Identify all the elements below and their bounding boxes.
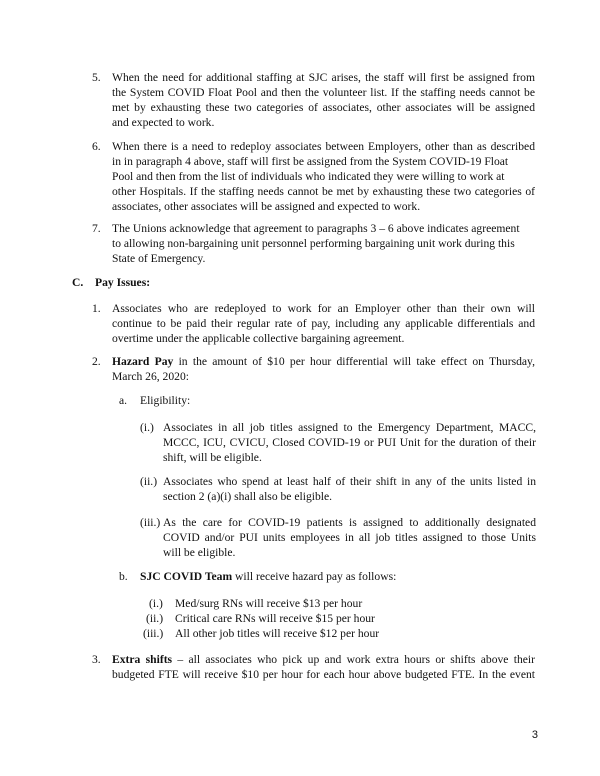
item-number: 1. <box>92 302 101 315</box>
paragraph-7: The Unions acknowledge that agreement to paragraphs 3 – 6 above indicates agreement to allowing non-bargaining unit personnel performing bargaining unit work during this State of Emergency. <box>112 222 520 265</box>
eligibility-heading: Eligibility: <box>140 394 191 407</box>
sub-item-number: (i.) <box>140 421 154 434</box>
page-number: 3 <box>531 729 538 741</box>
eligibility-item-i: Associates in all job titles assigned to the Emergency Department, MACC, MCCC, ICU, CVICU, Closed COVID-19 or PUI Unit for the duration of their shift, will be eligible. <box>163 421 536 464</box>
sub-item-number: (ii.) <box>140 475 158 488</box>
item-number: 2. <box>92 355 101 368</box>
sub-item-number: (iii.) <box>140 516 161 529</box>
sub-item-number: (i.) <box>149 597 163 610</box>
eligibility-item-ii: Associates who spend at least half of their shift in any of the units listed in section 2 (a)(i) shall also be eligible. <box>163 475 536 503</box>
paragraph-c1: Associates who are redeployed to work for an Employer other than their own will continue to be paid their regular rate of pay, including any applicable differentials and overtime under the applicable collective bargaining agreement. <box>112 302 535 345</box>
extra-shifts-term: Extra shifts <box>112 653 173 666</box>
item-letter: b. <box>119 570 128 583</box>
eligibility-item-iii: As the care for COVID-19 patients is assigned to additionally designated COVID and/or PUI units employees in all job titles assigned to those Units will be eligible. <box>163 516 536 559</box>
item-number: 5. <box>92 71 101 84</box>
sub-item-number: (ii.) <box>146 612 164 625</box>
paragraph-5: When the need for additional staffing at SJC arises, the staff will first be assigned from the System COVID Float Pool and then the volunteer list. If the staffing needs cannot be met by exhausting these two categories of associates, other associates will be assigned and expected to work. <box>112 71 535 129</box>
rate-item: All other job titles will receive $12 per hour <box>175 627 380 640</box>
section-title: Pay Issues: <box>95 276 151 289</box>
item-letter: a. <box>119 394 128 407</box>
section-label: C. <box>72 276 84 289</box>
rate-item: Critical care RNs will receive $15 per hour <box>175 612 375 625</box>
item-number: 6. <box>92 140 101 153</box>
hazard-pay-term: Hazard Pay <box>112 355 174 368</box>
paragraph-c3: Extra shifts – all associates who pick up and work extra hours or shifts above their budgeted FTE will receive $10 per hour for each hour above budgeted FTE. In the event <box>112 653 535 681</box>
paragraph-c2: Hazard Pay in the amount of $10 per hour differential will take effect on Thursday, March 26, 2020: <box>112 355 535 383</box>
item-number: 7. <box>92 222 101 235</box>
item-number: 3. <box>92 653 101 666</box>
sub-item-number: (iii.) <box>143 627 164 640</box>
sjc-covid-team-line: SJC COVID Team will receive hazard pay as follows: <box>140 570 397 583</box>
rate-item: Med/surg RNs will receive $13 per hour <box>175 597 363 610</box>
paragraph-6: When there is a need to redeploy associates between Employers, other than as described in in paragraph 4 above, staff will first be assigned from the System COVID-19 Float Pool and then from the list of individuals who indicated they were willing to work at other Hospitals. If the staffing needs cannot be met by exhausting these two categories of associates, other associates will be assigned and expected to work. <box>112 140 535 213</box>
